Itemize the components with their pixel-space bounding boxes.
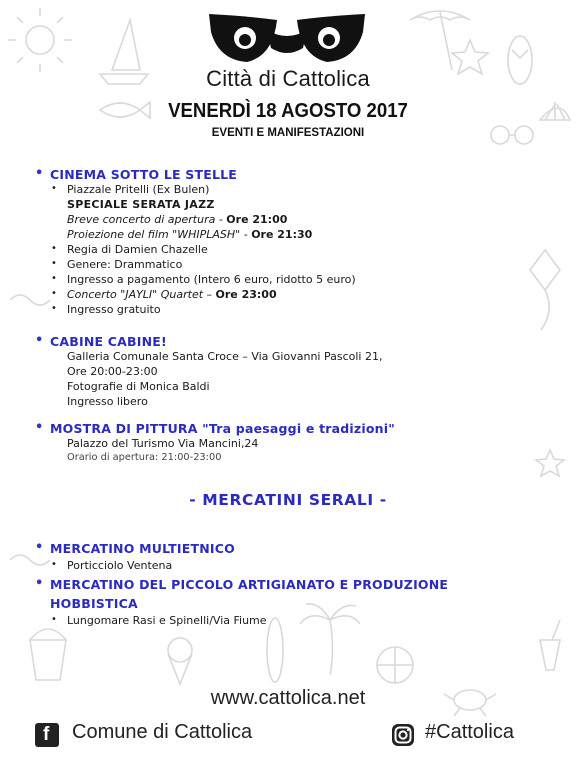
bullet-icon: • bbox=[51, 183, 57, 194]
bullet-icon: • bbox=[51, 303, 57, 314]
cinema-jayli-time: Ore 23:00 bbox=[215, 288, 277, 301]
mercatini-title: - MERCATINI SERALI - bbox=[189, 491, 387, 509]
logo-text: Città di Cattolica bbox=[206, 66, 370, 91]
cinema-concert-time: Ore 21:00 bbox=[226, 213, 288, 226]
bullet-icon: • bbox=[51, 288, 57, 299]
bullet-icon: • bbox=[35, 333, 44, 348]
instagram-icon[interactable] bbox=[391, 723, 415, 747]
website-link[interactable]: www.cattolica.net bbox=[210, 687, 366, 709]
cinema-venue: Piazzale Pritelli (Ex Bulen) bbox=[67, 183, 210, 196]
cinema-special: SPECIALE SERATA JAZZ bbox=[67, 198, 215, 211]
cinema-film-time: Ore 21:30 bbox=[251, 228, 313, 241]
multietnico-venue: Porticciolo Ventena bbox=[67, 559, 173, 572]
doodle-star-icon bbox=[536, 450, 564, 476]
cinema-film bbox=[67, 228, 312, 241]
bullet-icon: • bbox=[35, 540, 44, 555]
market-title-artigianato-line2: HOBBISTICA bbox=[50, 596, 138, 611]
doodle-drink-icon bbox=[540, 620, 560, 670]
event-title-cabine: CABINE CABINE! bbox=[50, 334, 167, 349]
cinema-free: Ingresso gratuito bbox=[67, 303, 161, 316]
cinema-concert-label: Breve concerto di apertura - bbox=[67, 213, 227, 226]
doodle-palm-icon bbox=[300, 604, 360, 675]
cinema-director: Regia di Damien Chazelle bbox=[67, 243, 208, 256]
bullet-icon: • bbox=[51, 273, 57, 284]
cinema-ticket: Ingresso a pagamento (Intero 6 euro, ridotto 5 euro) bbox=[67, 273, 356, 286]
page-subtitle: EVENTI E MANIFESTAZIONI bbox=[211, 127, 365, 139]
artigianato-venue: Lungomare Rasi e Spinelli/Via Fiume bbox=[67, 614, 267, 627]
cinema-concert bbox=[67, 213, 287, 226]
doodle-wave-icon bbox=[10, 295, 50, 565]
doodle-bucket-icon bbox=[30, 629, 66, 680]
cinema-jayli-label: Concerto "JAYLI" Quartet bbox=[67, 288, 204, 301]
event-title-cinema: CINEMA SOTTO LE STELLE bbox=[50, 167, 238, 182]
event-title-mostra: MOSTRA DI PITTURA "Tra paesaggi e tradizioni" bbox=[50, 421, 395, 436]
bullet-icon: • bbox=[51, 559, 57, 570]
mostra-hours: Orario di apertura: 21:00-23:00 bbox=[67, 452, 222, 463]
doodle-sun-icon bbox=[8, 8, 72, 72]
bullet-icon: • bbox=[35, 166, 44, 181]
doodle-umbrella-icon bbox=[410, 11, 470, 70]
market-title-multietnico: MERCATINO MULTIETNICO bbox=[50, 541, 235, 556]
instagram-hashtag[interactable]: #Cattolica bbox=[425, 721, 514, 743]
cabine-photos: Fotografie di Monica Baldi bbox=[67, 380, 210, 393]
doodle-surfboard-icon bbox=[267, 618, 283, 682]
mostra-venue: Palazzo del Turismo Via Mancini,24 bbox=[67, 437, 259, 450]
facebook-icon[interactable]: f bbox=[35, 723, 59, 747]
cinema-genre: Genere: Drammatico bbox=[67, 258, 183, 271]
cinema-film-label: Proiezione del film "WHIPLASH" - bbox=[67, 228, 252, 241]
bullet-icon: • bbox=[35, 420, 44, 435]
facebook-page-name[interactable]: Comune di Cattolica bbox=[72, 721, 253, 743]
cinema-jayli bbox=[67, 288, 277, 301]
bullet-icon: • bbox=[51, 258, 57, 269]
bullet-icon: • bbox=[51, 243, 57, 254]
cinema-jayli-sep: – bbox=[203, 288, 216, 301]
date-title: VENERDÌ 18 AGOSTO 2017 bbox=[168, 100, 408, 122]
cabine-venue: Galleria Comunale Santa Croce – Via Giovanni Pascoli 21, bbox=[67, 350, 383, 363]
cabine-hours: Ore 20:00-23:00 bbox=[67, 365, 158, 378]
doodle-icecream-icon bbox=[168, 638, 192, 684]
logo-eyes-icon bbox=[207, 8, 367, 72]
doodle-ball-icon bbox=[377, 647, 413, 683]
doodle-kite-icon bbox=[530, 250, 560, 330]
bullet-icon: • bbox=[35, 576, 44, 591]
bullet-icon: • bbox=[51, 614, 57, 625]
market-title-artigianato-line1: MERCATINO DEL PICCOLO ARTIGIANATO E PRODUZIONE bbox=[50, 577, 449, 592]
cabine-entry: Ingresso libero bbox=[67, 395, 148, 408]
